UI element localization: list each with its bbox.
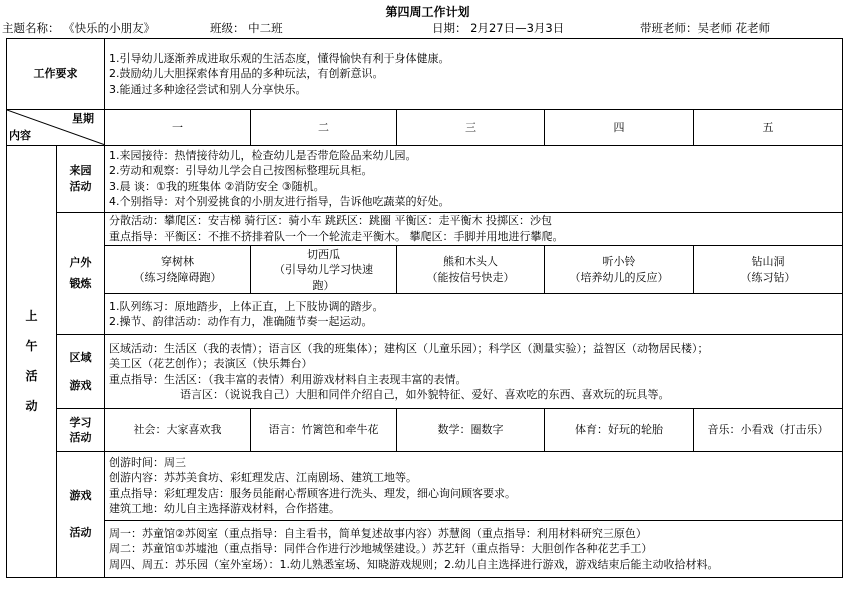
day-header: 五 [694, 110, 843, 146]
outdoor-exercise-bottom: 1.队列练习：原地踏步，上体正直，上下肢协调的踏步。 2.操节、韵律活动：动作有力，准确随节奏一起运动。 [105, 294, 843, 335]
outdoor-exercise-label: 户外 锻炼 [57, 212, 105, 334]
requirement-item: 2.鼓励幼儿大胆探索体育用品的多种玩法，有创新意识。 [109, 67, 384, 81]
study-day-cell: 语言：竹篱笆和牵牛花 [251, 409, 397, 452]
header-diagonal-cell [7, 110, 105, 146]
study-day-cell: 体育：好玩的轮胎 [545, 409, 694, 452]
day-header: 二 [251, 110, 397, 146]
weekly-plan-table [6, 38, 843, 578]
morning-activities-label: 上 午 活 动 [7, 145, 57, 577]
outdoor-day-cell: 切西瓜 （引导幼儿学习快速 跑） [251, 246, 397, 294]
study-day-cell: 数学：圈数字 [397, 409, 545, 452]
study-day-cell: 社会：大家喜欢我 [105, 409, 251, 452]
outdoor-day-cell: 穿树林 （练习绕障碍跑） [105, 246, 251, 294]
study-activity-label: 学习 活动 [57, 409, 105, 452]
date-range: 日期： 2月27日—3月3日 [432, 21, 565, 35]
arrival-activity-content: 1.来园接待：热情接待幼儿，检查幼儿是否带危险品来幼儿园。 2.劳动和观察：引导幼儿学会自己按图标整理玩具柜。 3.晨 谈：①我的班集体 ②消防安全 ③随机。 4.个别指导：对个别爱挑食的小朋友进行指导，告诉他吃蔬菜的好处。 [105, 145, 843, 212]
game-activity-label: 游戏 活动 [57, 451, 105, 577]
requirements-content [105, 39, 843, 110]
study-day-cell: 音乐：小看戏（打击乐） [694, 409, 843, 452]
outdoor-day-cell: 钻山洞 （练习钻） [694, 246, 843, 294]
area-game-content: 区域活动：生活区（我的表情）；语言区（我的班集体）；建构区（儿童乐园）；科学区（测量实验）；益智区（动物居民楼）； 美工区（花艺创作）；表演区（快乐舞台） 重点指导：生活区：（我丰富的表情）利用游戏材料自主表现丰富的表情。 语言区：（说说我自己）大胆和同伴介绍自己，如外貌特征、爱好、喜欢吃的东西、喜欢玩的玩具等。 [105, 335, 843, 409]
content-header-label: 内容 [9, 129, 31, 143]
day-header: 一 [105, 110, 251, 146]
outdoor-day-cell: 听小铃 （培养幼儿的反应） [545, 246, 694, 294]
outdoor-exercise-top: 分散活动：攀爬区：安吉梯 骑行区：骑小车 跳跃区：跳圈 平衡区：走平衡木 投掷区：沙包 重点指导：平衡区：不推不挤排着队一个一个轮流走平衡木。 攀爬区：手脚并用地进行攀爬。 [105, 212, 843, 246]
arrival-activity-label: 来园 活动 [57, 145, 105, 212]
day-header: 三 [397, 110, 545, 146]
weekday-header-label: 星期 [72, 112, 94, 126]
theme-name: 主题名称： 《快乐的小朋友》 [2, 21, 156, 35]
game-weekly-schedule: 周一：苏童馆②苏阅室（重点指导：自主看书，简单复述故事内容）苏慧阁（重点指导：利用材料研究三原色） 周二：苏童馆①苏墟池（重点指导：同伴合作进行沙地城堡建设。）苏艺轩（重点指导：大胆创作各种花艺手工） 周四、周五：苏乐园（室外室场）：1.幼儿熟悉室场、知晓游戏规则；2.幼儿自主选择进行游戏，游戏结束后能主动收拾材料。 [105, 521, 843, 578]
requirements-label: 工作要求 [7, 39, 105, 110]
requirement-item: 3.能通过多种途径尝试和别人分享快乐。 [109, 82, 307, 96]
class-name: 班级： 中二班 [210, 21, 283, 35]
game-activity-content: 创游时间：周三 创游内容：苏苏美食坊、彩虹理发店、江南剧场、建筑工地等。 重点指导：彩虹理发店：服务员能耐心帮顾客进行洗头、理发，细心询问顾客要求。 建筑工地：幼儿自主选择游戏材料，合作搭建。 [105, 451, 843, 520]
day-header: 四 [545, 110, 694, 146]
page-title: 第四周工作计划 [385, 5, 470, 19]
requirement-item: 1.引导幼儿逐渐养成进取乐观的生活态度，懂得愉快有利于身体健康。 [109, 51, 450, 65]
teachers: 带班老师：吴老师 花老师 [640, 21, 771, 35]
area-game-label: 区域 游戏 [57, 335, 105, 409]
outdoor-day-cell: 熊和木头人 （能按信号快走） [397, 246, 545, 294]
